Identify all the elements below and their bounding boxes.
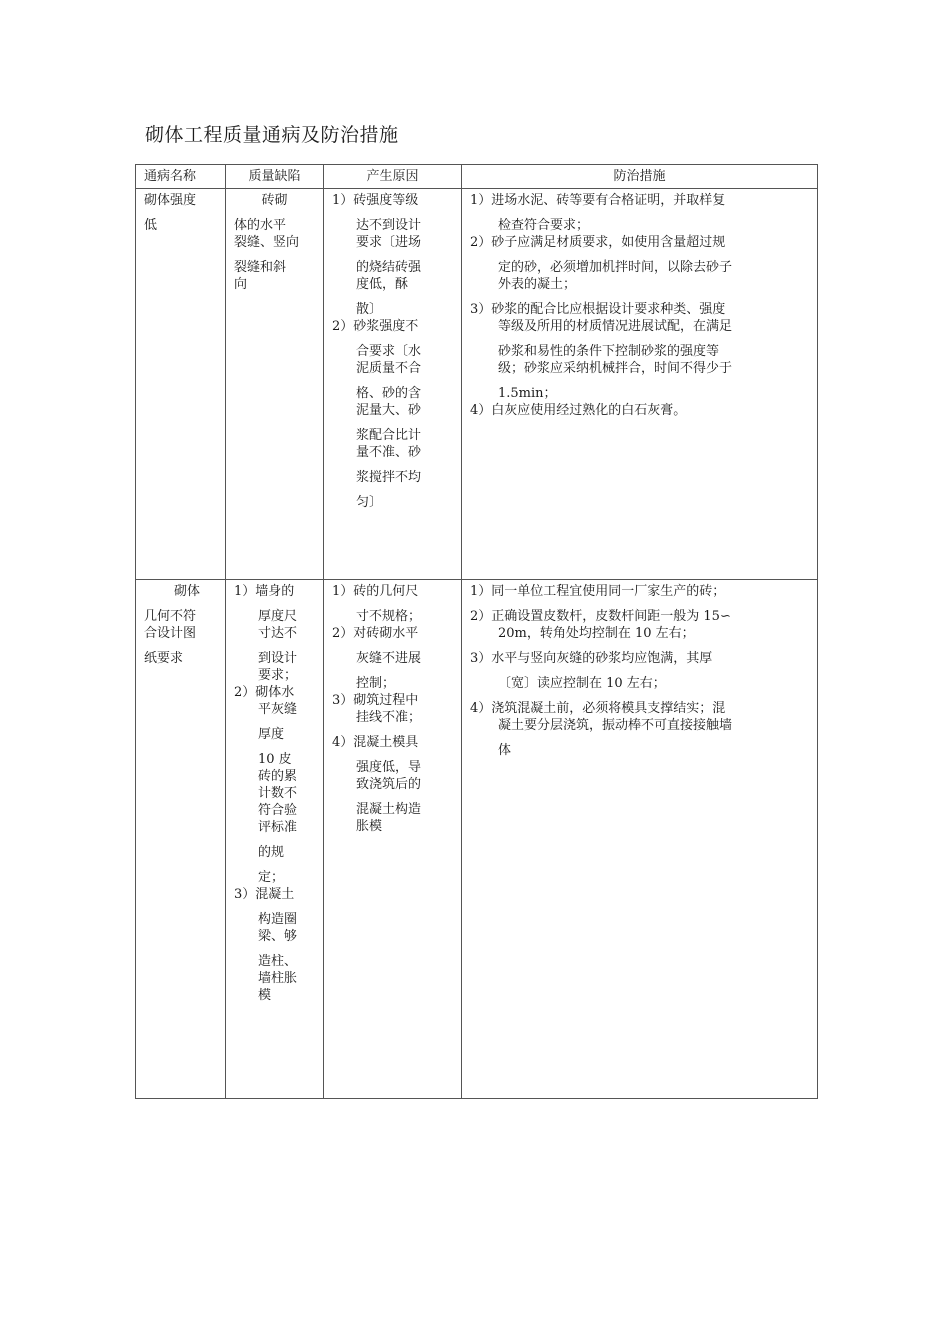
text-line: 平灰缝 bbox=[258, 702, 298, 717]
text-line: 裂缝、竖向 bbox=[234, 235, 300, 250]
text-line: 梁、够 bbox=[258, 929, 298, 944]
text-line: 20m，转角处均控制在 10 左右； bbox=[498, 626, 695, 641]
text-line: 砂浆和易性的条件下控制砂浆的强度等 bbox=[498, 344, 720, 359]
table-row bbox=[136, 580, 818, 1099]
text-line: 泥量大、砂 bbox=[356, 403, 422, 418]
text-line: 4）浇筑混凝土前，必须将模具支撑结实；混 bbox=[470, 701, 726, 716]
text-line: 10 皮 bbox=[258, 752, 292, 767]
text-line: 散〕 bbox=[356, 302, 383, 317]
text-line: 混凝土构造 bbox=[356, 802, 422, 817]
text-line: 4）白灰应使用经过熟化的白石灰膏。 bbox=[470, 403, 687, 418]
text-line: 寸不规格； bbox=[356, 609, 422, 624]
text-line: 体 bbox=[498, 743, 512, 758]
text-line: 2）正确设置皮数杆，皮数杆间距一般为 15∽ bbox=[470, 609, 731, 624]
text-line: 的规 bbox=[258, 845, 285, 860]
text-line: 厚度尺 bbox=[258, 609, 298, 624]
text-line: 2）砂浆强度不 bbox=[332, 319, 419, 334]
text-line: 构造圈 bbox=[258, 912, 298, 927]
text-line: 浆搅拌不均 bbox=[356, 470, 422, 485]
header-cause: 产生原因 bbox=[324, 165, 462, 189]
cell-cause bbox=[324, 580, 462, 1099]
text-line: 强度低，导 bbox=[356, 760, 422, 775]
cell-name bbox=[136, 580, 226, 1099]
table-row bbox=[136, 189, 818, 580]
cell-name bbox=[136, 189, 226, 580]
text-line: 裂缝和斜 bbox=[234, 260, 287, 275]
text-line: 凝土要分层浇筑，振动棒不可直接接触墙 bbox=[498, 718, 733, 733]
text-line: 3）混凝土 bbox=[234, 887, 295, 902]
text-line: 到设计 bbox=[258, 651, 298, 666]
text-line: 砖砌 bbox=[261, 193, 288, 208]
text-line: 1）墙身的 bbox=[234, 584, 295, 599]
text-line: 2）对砖砌水平 bbox=[332, 626, 419, 641]
cell-defect bbox=[226, 189, 324, 580]
text-line: 墙柱胀 bbox=[258, 971, 298, 986]
text-line: 向 bbox=[234, 277, 248, 292]
cell-measure bbox=[462, 580, 818, 1099]
text-line: 低 bbox=[144, 218, 158, 233]
text-line: 1）进场水泥、砖等要有合格证明，并取样复 bbox=[470, 193, 726, 208]
text-line: 等级及所用的材质情况进展试配，在满足 bbox=[498, 319, 733, 334]
text-line: 厚度 bbox=[258, 727, 285, 742]
text-line: 要求； bbox=[258, 668, 298, 683]
text-line: 计数不 bbox=[258, 786, 298, 801]
text-line: 3）砌筑过程中 bbox=[332, 693, 419, 708]
text-line: 评标准 bbox=[258, 820, 298, 835]
cell-measure bbox=[462, 189, 818, 580]
text-line: 外表的凝土； bbox=[498, 277, 577, 292]
table-header-row bbox=[136, 165, 818, 189]
header-measure: 防治措施 bbox=[462, 165, 818, 189]
text-line: 1）同一单位工程宜使用同一厂家生产的砖； bbox=[470, 584, 726, 599]
text-line: 4）混凝土模具 bbox=[332, 735, 419, 750]
text-line: 度低，酥 bbox=[356, 277, 409, 292]
text-line: 纸要求 bbox=[144, 651, 184, 666]
text-line: 的烧结砖强 bbox=[356, 260, 422, 275]
header-name: 通病名称 bbox=[136, 165, 226, 189]
text-line: 格、砂的含 bbox=[356, 386, 422, 401]
text-line: 挂线不准； bbox=[356, 710, 422, 725]
text-line: 〔宽〕读应控制在 10 左右； bbox=[498, 676, 666, 691]
cell-defect bbox=[226, 580, 324, 1099]
text-line: 3）砂浆的配合比应根据设计要求种类、强度 bbox=[470, 302, 726, 317]
text-line: 致浇筑后的 bbox=[356, 777, 422, 792]
text-line: 寸达不 bbox=[258, 626, 298, 641]
text-line: 检查符合要求； bbox=[498, 218, 590, 233]
text-line: 灰缝不进展 bbox=[356, 651, 422, 666]
text-line: 2）砂子应满足材质要求，如使用含量超过规 bbox=[470, 235, 726, 250]
text-line: 合要求〔水 bbox=[356, 344, 422, 359]
text-line: 1）砖的几何尺 bbox=[332, 584, 419, 599]
text-line: 泥质量不合 bbox=[356, 361, 422, 376]
text-line: 砖的累 bbox=[258, 769, 298, 784]
text-line: 砌体强度 bbox=[144, 193, 197, 208]
text-line: 符合验 bbox=[258, 803, 298, 818]
text-line: 造柱、 bbox=[258, 954, 298, 969]
header-defect: 质量缺陷 bbox=[226, 165, 324, 189]
cell-cause bbox=[324, 189, 462, 580]
text-line: 2）砌体水 bbox=[234, 685, 295, 700]
text-line: 模 bbox=[258, 988, 272, 1003]
text-line: 要求〔进场 bbox=[356, 235, 422, 250]
text-line: 匀〕 bbox=[356, 495, 383, 510]
text-line: 3）水平与竖向灰缝的砂浆均应饱满，其厚 bbox=[470, 651, 713, 666]
text-line: 砌体 bbox=[174, 584, 201, 599]
text-line: 控制； bbox=[356, 676, 396, 691]
text-line: 1）砖强度等级 bbox=[332, 193, 419, 208]
text-line: 几何不符 bbox=[144, 609, 197, 624]
text-line: 合设计图 bbox=[144, 626, 197, 641]
text-line: 浆配合比计 bbox=[356, 428, 422, 443]
text-line: 定的砂，必须增加机拌时间，以除去砂子 bbox=[498, 260, 733, 275]
text-line: 体的水平 bbox=[234, 218, 287, 233]
text-line: 定； bbox=[258, 870, 285, 885]
text-line: 量不准、砂 bbox=[356, 445, 422, 460]
text-line: 级；砂浆应采纳机械拌合，时间不得少于 bbox=[498, 361, 733, 376]
text-line: 达不到设计 bbox=[356, 218, 422, 233]
defect-table bbox=[135, 164, 818, 1099]
page-title: 砌体工程质量通病及防治措施 bbox=[145, 124, 399, 146]
text-line: 1.5min； bbox=[498, 386, 557, 401]
text-line: 胀模 bbox=[356, 819, 383, 834]
